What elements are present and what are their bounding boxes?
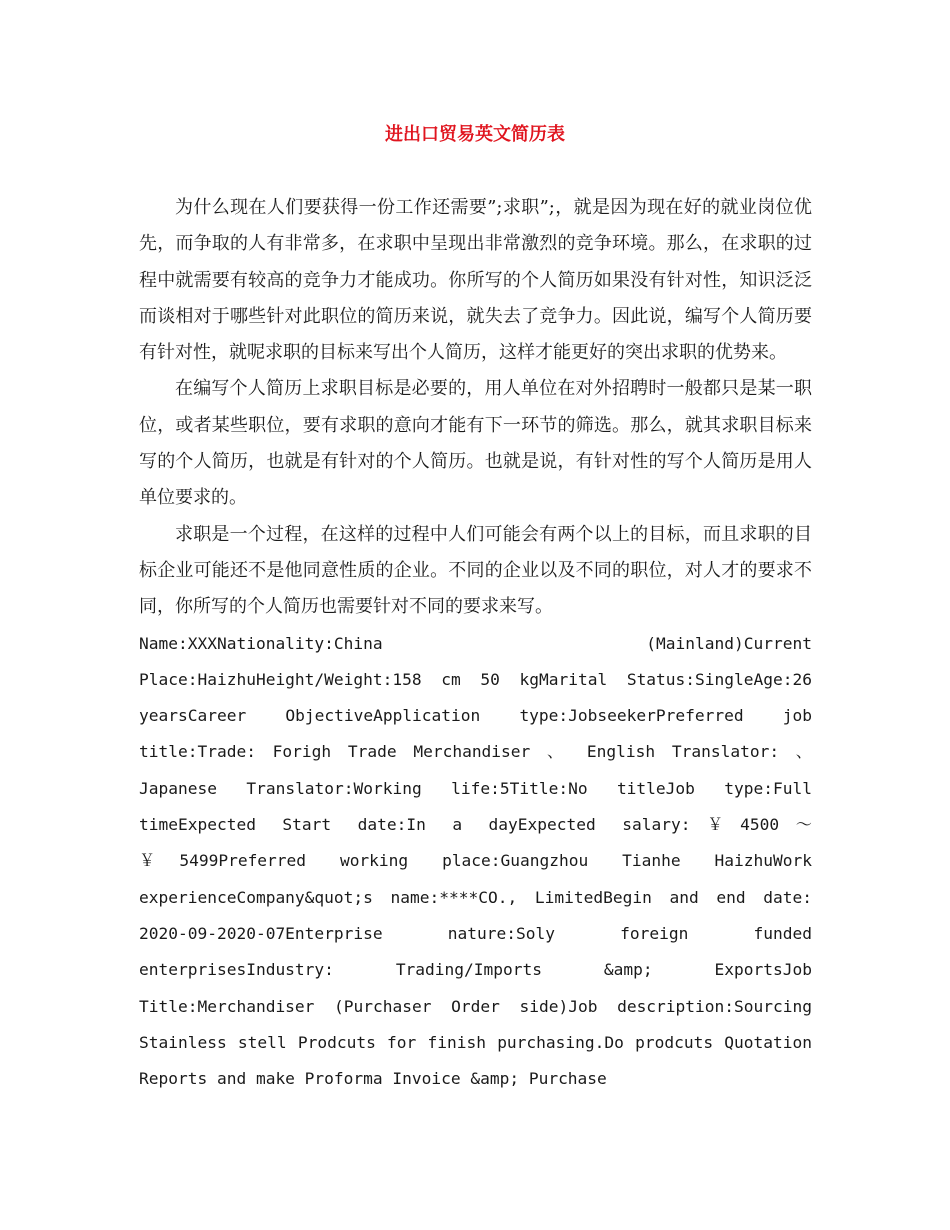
- paragraph-objective: 在编写个人简历上求职目标是必要的，用人单位在对外招聘时一般都只是某一职位，或者某些职位，要有求职的意向才能有下一环节的筛选。那么，就其求职目标来写的个人简历，也就是有针对的个人简历。也就是说，有针对性的写个人简历是用人单位要求的。: [139, 378, 812, 509]
- paragraph-process: 求职是一个过程，在这样的过程中人们可能会有两个以上的目标，而且求职的目标企业可能还不是他同意性质的企业。不同的企业以及不同的职位，对人才的要求不同，你所写的个人简历也需要针对不同的要求来写。: [139, 523, 812, 618]
- document-title: 进出口贸易英文简历表: [385, 124, 565, 145]
- resume-english-block: Name:XXXNationality:China (Mainland)Current Place:HaizhuHeight/Weight:158 cm 50 kgMarital Status:SingleAge:26 yearsCareer ObjectiveApplication type:JobseekerPreferred job title:Trade: Forigh Trade Merchandiser 、 English Translator: 、 Japanese Translator:Working life:5Title:No titleJob type:Full timeExpected Start date:In a dayExpected salary:￥4500～￥5499Preferred working place:Guangzhou Tianhe HaizhuWork experienceCompany&quot;s name:****CO., LimitedBegin and end date: 2020-09-2020-07Enterprise nature:Soly foreign funded enterprisesIndustry: Trading/Imports &amp; ExportsJob Title:Merchandiser (Purchaser Order side)Job description:Sourcing Stainless stell Prodcuts for finish purchasing.Do prodcuts Quotation Reports and make Proforma Invoice &amp; Purchase: [139, 633, 812, 1089]
- document-body: [139, 190, 812, 1097]
- paragraph-intro: 为什么现在人们要获得一份工作还需要”;求职”;，就是因为现在好的就业岗位优先，而争取的人有非常多，在求职中呈现出非常激烈的竞争环境。那么，在求职的过程中就需要有较高的竞争力才能成功。你所写的个人简历如果没有针对性，知识泛泛而谈相对于哪些针对此职位的简历来说，就失去了竞争力。因此说，编写个人简历要有针对性，就呢求职的目标来写出个人简历，这样才能更好的突出求职的优势来。: [139, 197, 812, 364]
